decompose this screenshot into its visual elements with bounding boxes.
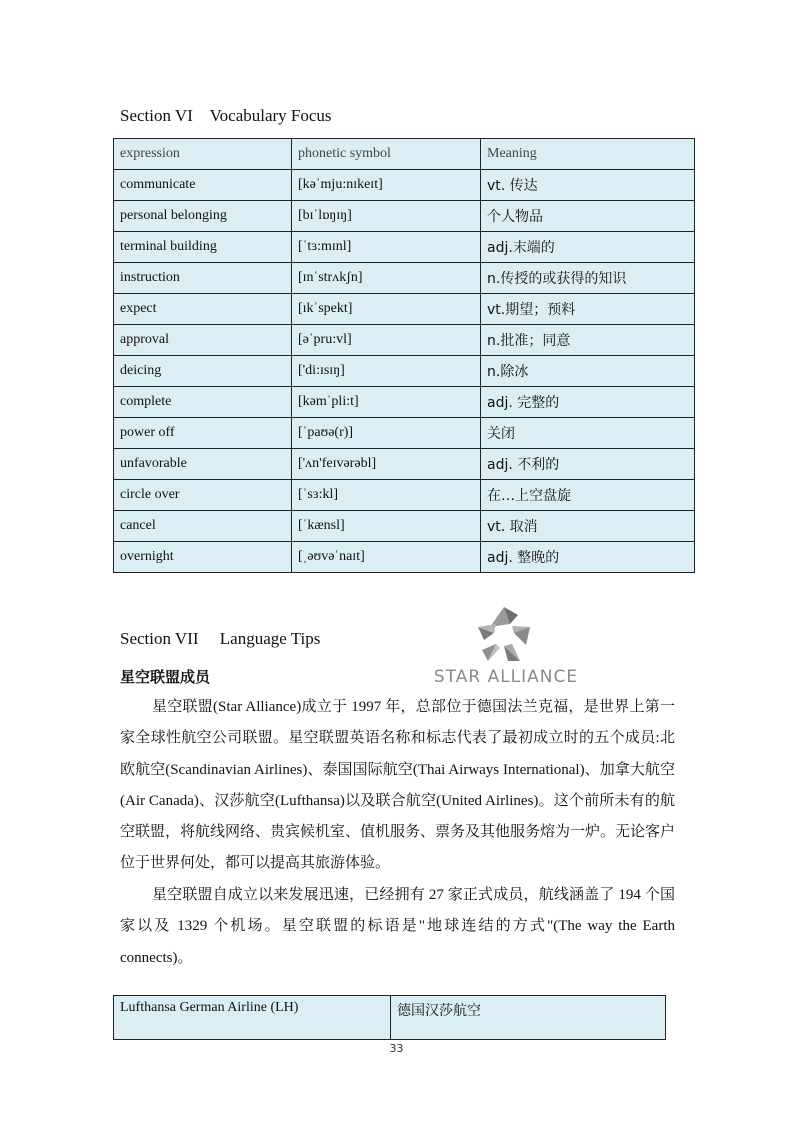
header-phonetic: phonetic symbol — [292, 139, 481, 170]
airline-name-cell: Lufthansa German Airline (LH) — [114, 996, 391, 1040]
vocabulary-row — [114, 387, 695, 418]
vocabulary-row — [114, 263, 695, 294]
expression-cell: complete — [114, 387, 292, 418]
vocabulary-row — [114, 356, 695, 387]
vocabulary-row — [114, 294, 695, 325]
phonetic-cell: [ˌəʊvəˈnaɪt] — [292, 542, 481, 573]
phonetic-cell: ['ʌn'feɪvərəbl] — [292, 449, 481, 480]
airline-row — [114, 996, 666, 1040]
meaning-cell: n.批准；同意 — [481, 325, 695, 356]
expression-cell: expect — [114, 294, 292, 325]
vocabulary-row — [114, 480, 695, 511]
expression-cell: terminal building — [114, 232, 292, 263]
vocabulary-row — [114, 325, 695, 356]
expression-cell: personal belonging — [114, 201, 292, 232]
page-number: 33 — [389, 1042, 404, 1055]
meaning-cell: n.传授的或获得的知识 — [481, 263, 695, 294]
vocabulary-row — [114, 418, 695, 449]
meaning-cell: adj. 完整的 — [481, 387, 695, 418]
subheading: 星空联盟成员 — [120, 668, 211, 686]
vocabulary-row — [114, 449, 695, 480]
vocabulary-row — [114, 511, 695, 542]
vocabulary-row — [114, 201, 695, 232]
expression-cell: power off — [114, 418, 292, 449]
meaning-cell: 关闭 — [481, 418, 695, 449]
header-expression: expression — [114, 139, 292, 170]
phonetic-cell: [ˈpaʊə(r)] — [292, 418, 481, 449]
vocabulary-row — [114, 542, 695, 573]
expression-cell: unfavorable — [114, 449, 292, 480]
meaning-cell: vt. 传达 — [481, 170, 695, 201]
expression-cell: communicate — [114, 170, 292, 201]
phonetic-cell: [əˈpru:vl] — [292, 325, 481, 356]
meaning-cell: adj. 整晚的 — [481, 542, 695, 573]
phonetic-cell: [kəmˈpli:t] — [292, 387, 481, 418]
meaning-cell: n.除冰 — [481, 356, 695, 387]
meaning-cell: vt. 取消 — [481, 511, 695, 542]
phonetic-cell: [kəˈmju:nɪkeɪt] — [292, 170, 481, 201]
phonetic-cell: [ɪnˈstrʌkʃn] — [292, 263, 481, 294]
expression-cell: approval — [114, 325, 292, 356]
vocabulary-header-row — [114, 139, 695, 170]
airline-table — [113, 995, 666, 1040]
vocabulary-row — [114, 170, 695, 201]
meaning-cell: vt.期望；预料 — [481, 294, 695, 325]
airline-chinese-cell: 德国汉莎航空 — [391, 996, 666, 1040]
expression-cell: cancel — [114, 511, 292, 542]
section-vi-heading: Section VI Vocabulary Focus — [120, 106, 332, 125]
meaning-cell: 在…上空盘旋 — [481, 480, 695, 511]
expression-cell: overnight — [114, 542, 292, 573]
vocabulary-row — [114, 232, 695, 263]
expression-cell: circle over — [114, 480, 292, 511]
paragraph-1: 星空联盟(Star Alliance)成立于 1997 年，总部位于德国法兰克福，是世界上第一家全球性航空公司联盟。星空联盟英语名称和标志代表了最初成立时的五个成员:北欧航空(Scandinavian Airlines)、泰国国际航空(Thai Airways International)、加拿大航空(Air Canada)、汉莎航空(Lufthansa)以及联合航空(United Airlines)。这个前所未有的航空联盟，将航线网络、贵宾候机室、值机服务、票务及其他服务熔为一炉。无论客户位于世界何处，都可以提高其旅游体验。 — [120, 699, 676, 872]
phonetic-cell: ['di:ɪsɪŋ] — [292, 356, 481, 387]
phonetic-cell: [ɪkˈspekt] — [292, 294, 481, 325]
meaning-cell: 个人物品 — [481, 201, 695, 232]
vocabulary-table — [113, 138, 695, 573]
phonetic-cell: [ˈtɜ:mɪnl] — [292, 232, 481, 263]
meaning-cell: adj.末端的 — [481, 232, 695, 263]
expression-cell: instruction — [114, 263, 292, 294]
header-meaning: Meaning — [481, 139, 695, 170]
meaning-cell: adj. 不利的 — [481, 449, 695, 480]
section-vii-heading: Section VII Language Tips — [120, 629, 321, 648]
phonetic-cell: [ˈkænsl] — [292, 511, 481, 542]
star-alliance-logo-text: STAR ALLIANCE — [433, 667, 579, 687]
paragraph-2: 星空联盟自成立以来发展迅速，已经拥有 27 家正式成员，航线涵盖了 194 个国家以及 1329 个机场。星空联盟的标语是"地球连结的方式"(The way the Earth connects)。 — [120, 887, 675, 966]
phonetic-cell: [ˈsɜ:kl] — [292, 480, 481, 511]
phonetic-cell: [bɪˈlɒŋɪŋ] — [292, 201, 481, 232]
expression-cell: deicing — [114, 356, 292, 387]
